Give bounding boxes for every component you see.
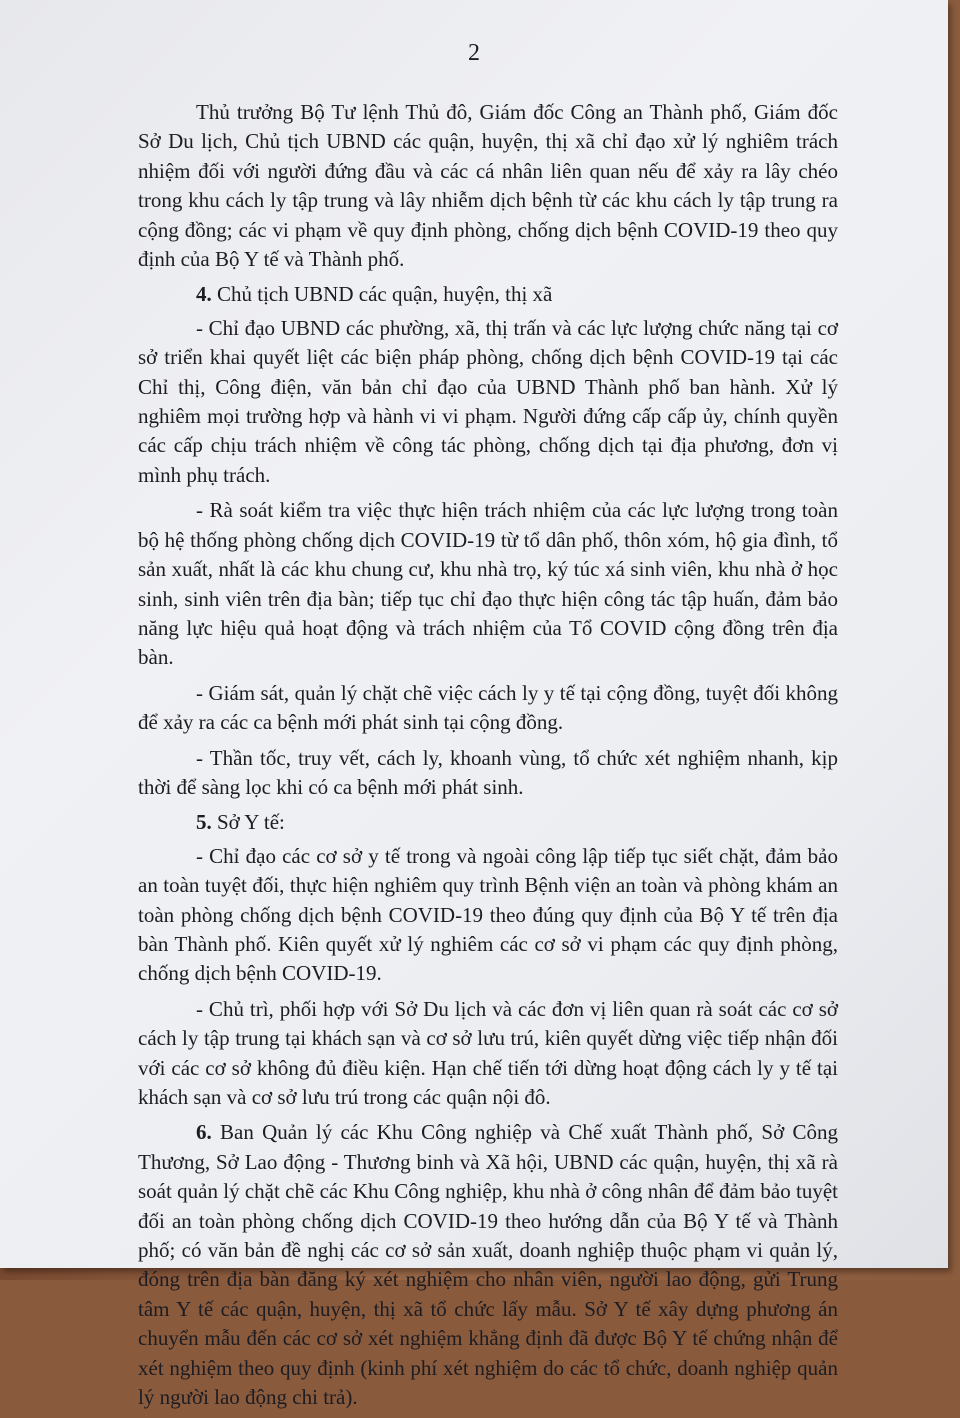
list-item: - Chủ trì, phối hợp với Sở Du lịch và các đơn vị liên quan rà soát các cơ sở cách ly tập trung tại khách sạn và cơ sở lưu trú, kiên quyết dừng việc tiếp nhận đối với các cơ sở không đủ điều kiện. Hạn chế tiến tới dừng hoạt động cách ly y tế tại khách sạn và cơ sở lưu trú trong các quận nội đô.: [138, 996, 838, 1109]
list-item: - Giám sát, quản lý chặt chẽ việc cách ly y tế tại cộng đồng, tuyệt đối không để xảy ra các ca bệnh mới phát sinh tại cộng đồng.: [138, 680, 838, 735]
section-number: 4.: [196, 282, 212, 307]
list-item: - Chỉ đạo các cơ sở y tế trong và ngoài công lập tiếp tục siết chặt, đảm bảo an toàn tuyệt đối, thực hiện nghiêm quy trình Bệnh viện an toàn và phòng khám an toàn phòng chống dịch bệnh COVID-19 theo đúng quy định của Bộ Y tế trên địa bàn Thành phố. Kiên quyết xử lý nghiêm các cơ sở vi phạm các quy định phòng, chống dịch bệnh COVID-19.: [138, 843, 838, 986]
section-6-paragraph: 6. Ban Quản lý các Khu Công nghiệp và Chế xuất Thành phố, Sở Công Thương, Sở Lao động - Thương binh và Xã hội, UBND các quận, huyện, thị xã rà soát quản lý chặt chẽ các Khu Công nghiệp, khu nhà ở công nhân để đảm bảo tuyệt đối an toàn phòng chống dịch COVID-19 theo hướng dẫn của Bộ Y tế và Thành phố; có văn bản đề nghị các cơ sở sản xuất, doanh nghiệp thuộc phạm vi quản lý, đóng trên địa bàn đăng ký xét nghiệm cho nhân viên, người lao động, gửi Trung tâm Y tế các quận, huyện, thị xã tổ chức lấy mẫu. Sở Y tế xây dựng phương án chuyển mẫu đến các cơ sở xét nghiệm khẳng định đã được Bộ Y tế chứng nhận để xét nghiệm theo quy định (kinh phí xét nghiệm do các tổ chức, doanh nghiệp quản lý người lao động chi trả).: [138, 1120, 838, 1410]
section-number: 5.: [196, 810, 212, 835]
paragraph-commanders: Thủ trưởng Bộ Tư lệnh Thủ đô, Giám đốc Công an Thành phố, Giám đốc Sở Du lịch, Chủ tịch UBND các quận, huyện, thị xã chỉ đạo xử lý nghiêm trách nhiệm đối với người đứng đầu và các cá nhân liên quan nếu để xảy ra lây chéo trong khu cách ly tập trung và lây nhiễm dịch bệnh từ các khu cách ly tập trung ra cộng đồng; các vi phạm về quy định phòng, chống dịch bệnh COVID-19 theo quy định của Bộ Y tế và Thành phố.: [138, 100, 838, 272]
section-heading-5: 5. Sở Y tế:: [196, 810, 285, 835]
section-number: 6.: [196, 1120, 212, 1145]
list-item: - Chỉ đạo UBND các phường, xã, thị trấn và các lực lượng chức năng tại cơ sở triển khai quyết liệt các biện pháp phòng, chống dịch bệnh COVID-19 tại các Chỉ thị, Công điện, văn bản chỉ đạo của UBND Thành phố ban hành. Xử lý nghiêm mọi trường hợp và hành vi vi phạm. Người đứng cấp cấp ủy, chính quyền các cấp chịu trách nhiệm về công tác phòng, chống dịch tại địa phương, đơn vị mình phụ trách.: [138, 315, 838, 487]
list-item: - Rà soát kiểm tra việc thực hiện trách nhiệm của các lực lượng trong toàn bộ hệ thống phòng chống dịch COVID-19 từ tổ dân phố, thôn xóm, hộ gia đình, tổ sản xuất, nhất là các khu chung cư, khu nhà trọ, ký túc xá sinh viên, khu nhà ở học sinh, sinh viên trên địa bàn; tiếp tục chỉ đạo thực hiện công tác tập huấn, đảm bảo năng lực hiệu quả hoạt động và trách nhiệm của Tổ COVID cộng đồng trên địa bàn.: [138, 498, 838, 670]
page-number: 2: [468, 40, 480, 66]
list-item: - Thần tốc, truy vết, cách ly, khoanh vùng, tổ chức xét nghiệm nhanh, kịp thời để sàng lọc khi có ca bệnh mới phát sinh.: [138, 745, 838, 799]
document-body: [138, 98, 838, 1418]
section-heading-4: 4. Chủ tịch UBND các quận, huyện, thị xã: [196, 282, 553, 307]
